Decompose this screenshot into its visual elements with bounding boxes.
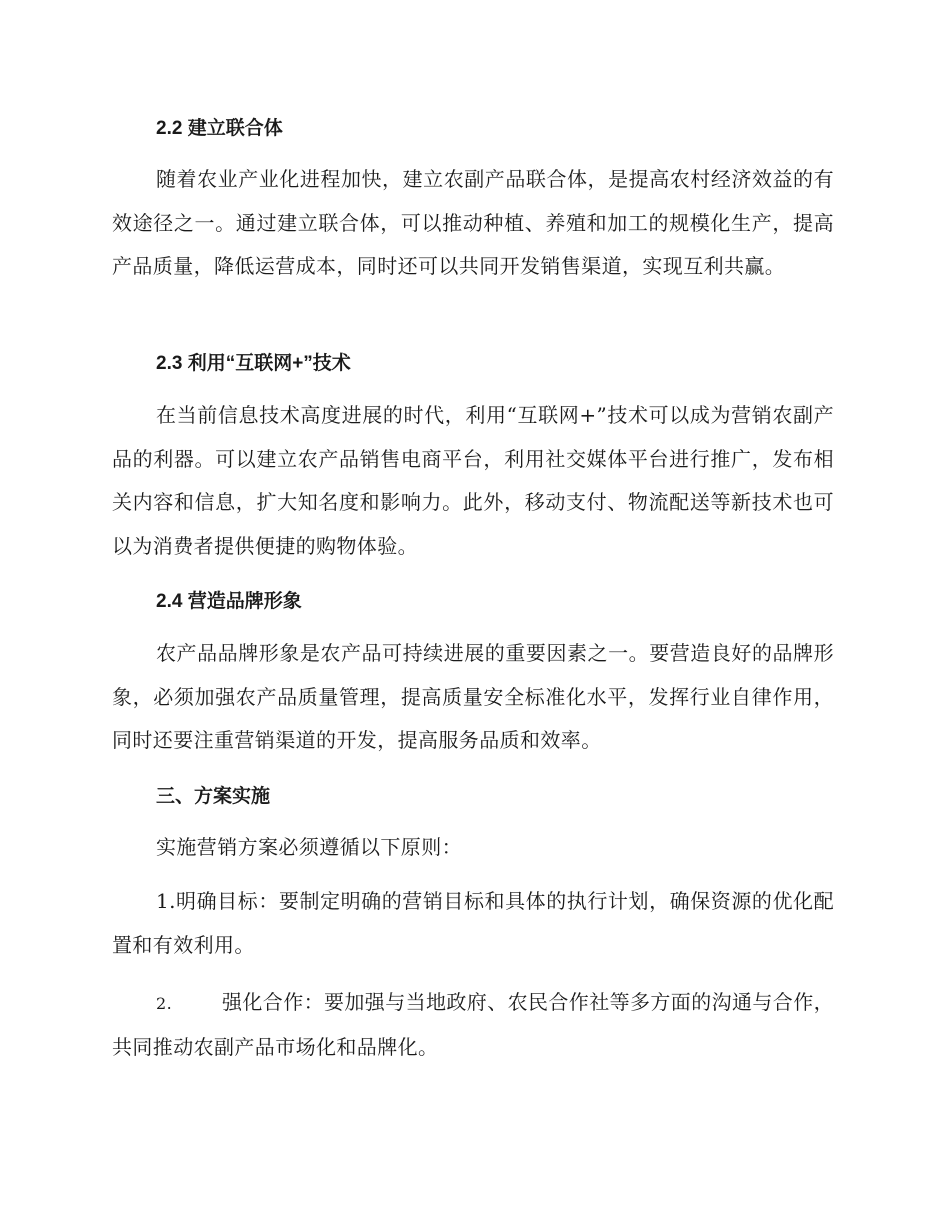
principle-number: 2. bbox=[156, 994, 173, 1013]
section-paragraph-2-4: 农产品品牌形象是农产品可持续进展的重要因素之一。要营造良好的品牌形象，必须加强农产品质量管理，提高质量安全标准化水平，发挥行业自律作用，同时还要注重营销渠道的开发，提高服务品质和效率。 bbox=[112, 641, 834, 752]
section-heading-2-2: 2.2 建立联合体 bbox=[156, 118, 283, 139]
principle-item-1 bbox=[112, 880, 834, 967]
section-heading-2-3: 2.3 利用“互联网+”技术 bbox=[156, 353, 351, 374]
principle-text: 明确目标：要制定明确的营销目标和具体的执行计划，确保资源的优化配置和有效利用。 bbox=[112, 889, 834, 957]
principles-intro: 实施营销方案必须遵循以下原则： bbox=[156, 835, 462, 859]
section-paragraph-2-2: 随着农业产业化进程加快，建立农副产品联合体，是提高农村经济效益的有效途径之一。通过建立联合体，可以推动种植、养殖和加工的规模化生产，提高产品质量，降低运营成本，同时还可以共同开发销售渠道，实现互利共赢。 bbox=[112, 167, 834, 278]
principle-item-2 bbox=[112, 981, 834, 1069]
section-paragraph-2-3: 在当前信息技术高度进展的时代，利用“互联网+”技术可以成为营销农副产品的利器。可以建立农产品销售电商平台，利用社交媒体平台进行推广，发布相关内容和信息，扩大知名度和影响力。此外，移动支付、物流配送等新技术也可以为消费者提供便捷的购物体验。 bbox=[112, 403, 834, 558]
section-heading-2-4: 2.4 营造品牌形象 bbox=[156, 591, 302, 612]
section-heading-3: 三、方案实施 bbox=[156, 786, 271, 807]
principle-number: 1. bbox=[156, 889, 176, 913]
principle-text: 强化合作：要加强与当地政府、农民合作社等多方面的沟通与合作，共同推动农副产品市场化和品牌化。 bbox=[112, 990, 834, 1059]
